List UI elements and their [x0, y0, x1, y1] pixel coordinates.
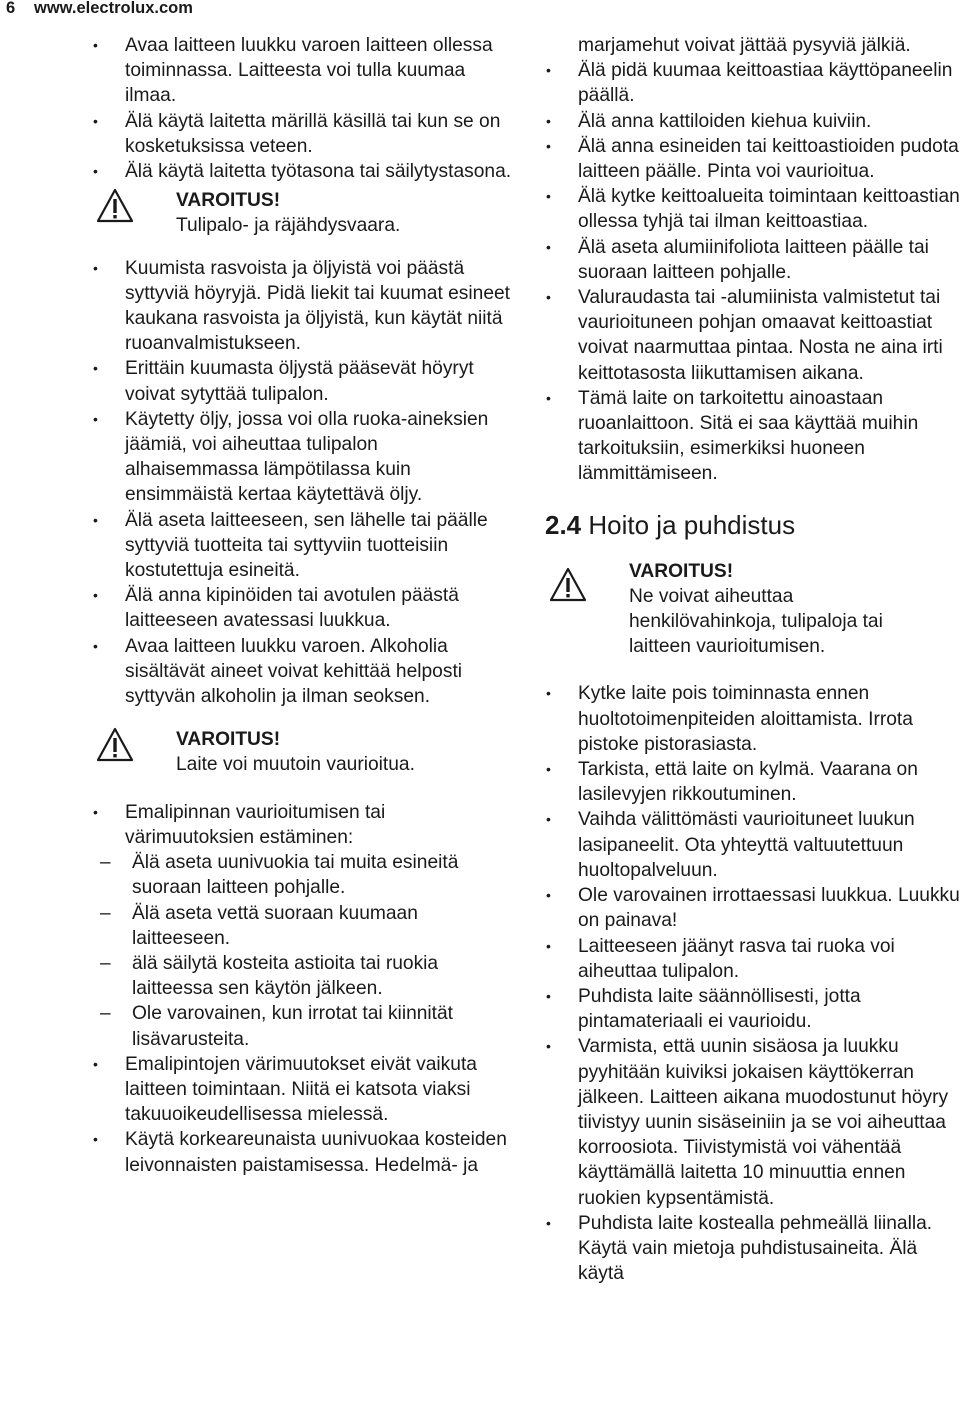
list-item: • Älä aseta laitteeseen, sen lähelle tai päälle syttyviä tuotteita tai syttyviin tuotteisiin kostutettuja esineitä. — [92, 508, 512, 584]
left-list-2 — [92, 256, 512, 710]
warning-triangle-icon — [549, 567, 587, 603]
sub-list-item: – Älä aseta uunivuokia tai muita esineitä suoraan laitteen pohjalle. — [92, 850, 512, 900]
left-list-4 — [92, 1052, 512, 1178]
list-item: • Älä aseta alumiinifoliota laitteen päälle tai suoraan laitteen pohjalle. — [545, 235, 960, 285]
warning-title: VAROITUS! — [176, 729, 281, 751]
list-item: • Kytke laite pois toiminnasta ennen huoltotoimenpiteiden aloittamista. Irrota pistoke pistorasiasta. — [545, 681, 960, 757]
list-item: • Kuumista rasvoista ja öljyistä voi päästä syttyviä höyryjä. Pidä liekit tai kuumat esineet kaukana rasvoista ja öljyistä, kun käytät niitä ruoanvalmistukseen. — [92, 256, 512, 357]
list-item: • Vaihda välittömästi vaurioituneet luukun lasipaneelit. Ota yhteyttä valtuutettuun huoltopalveluun. — [545, 807, 960, 883]
section-heading — [545, 509, 960, 541]
list-item-intro: Emalipinnan vaurioitumisen tai värimuutoksien estäminen: — [125, 801, 386, 848]
left-list-1 — [92, 33, 512, 184]
right-list-1 — [545, 58, 960, 486]
list-item: • Erittäin kuumasta öljystä pääsevät höyryt voivat sytyttää tulipalon. — [92, 356, 512, 406]
warning-text: Ne voivat aiheuttaa henkilövahinkoja, tulipaloja tai laitteen vaurioitumisen. — [629, 585, 883, 658]
enamel-sublist — [92, 850, 512, 1052]
warning-triangle-icon — [96, 727, 134, 763]
warning-title: VAROITUS! — [176, 190, 281, 212]
list-item: • Valuraudasta tai -alumiinista valmistetut tai vaurioituneen pohjan omaavat keittoastiat voivat naarmuttaa pintaa. Nosta ne aina irti keittotasosta liikuttamisen aikana. — [545, 285, 960, 386]
list-item: • Älä anna esineiden tai keittoastioiden pudota laitteen päälle. Pinta voi vaurioitua. — [545, 134, 960, 184]
warning-triangle-icon — [96, 188, 134, 224]
list-item: • Älä pidä kuumaa keittoastiaa käyttöpaneelin päällä. — [545, 58, 960, 108]
warning-text: Laite voi muutoin vaurioitua. — [176, 754, 415, 776]
section-title: Hoito ja puhdistus — [588, 509, 796, 540]
list-item: • Emalipintojen värimuutokset eivät vaikuta laitteen toimintaan. Niitä ei katsota viaksi takuuoikeudellisessa mielessä. — [92, 1052, 512, 1128]
list-item: • Tarkista, että laite on kylmä. Vaarana on lasilevyjen rikkoutuminen. — [545, 757, 960, 807]
list-item: • Älä käytä laitetta märillä käsillä tai kun se on kosketuksissa veteen. — [92, 109, 512, 159]
list-item: • Avaa laitteen luukku varoen. Alkoholia sisältävät aineet voivat kehittää helposti syttyvän alkoholin ja ilman seoksen. — [92, 634, 512, 710]
warning-block-damage — [92, 727, 512, 777]
list-item — [92, 800, 512, 850]
warning-text: Tulipalo- ja räjähdysvaara. — [176, 215, 401, 237]
list-item: • Älä käytä laitetta työtasona tai säilytystasona. — [92, 159, 512, 184]
list-item: • Tämä laite on tarkoitettu ainoastaan ruoanlaittoon. Sitä ei saa käyttää muihin tarkoituksiin, esimerkiksi huoneen lämmittämiseen. — [545, 386, 960, 487]
list-item: • Ole varovainen irrottaessasi luukkua. Luukku on painava! — [545, 883, 960, 933]
right-column — [545, 33, 960, 1286]
list-item: • Laitteeseen jäänyt rasva tai ruoka voi aiheuttaa tulipalon. — [545, 934, 960, 984]
sub-list-item: – älä säilytä kosteita astioita tai ruokia laitteessa sen käytön jälkeen. — [92, 951, 512, 1001]
list-item: • Käytetty öljy, jossa voi olla ruoka-aineksien jäämiä, voi aiheuttaa tulipalon alhaisemmassa lämpötilassa kuin ensimmäistä kertaa käytettävä öljy. — [92, 407, 512, 508]
list-item: • Puhdista laite kostealla pehmeällä liinalla. Käytä vain mietoja puhdistusaineita. Älä käytä — [545, 1211, 960, 1287]
list-item: • Puhdista laite säännöllisesti, jotta pintamateriaali ei vaurioidu. — [545, 984, 960, 1034]
page-number: 6 — [6, 0, 16, 17]
list-item: • Älä anna kattiloiden kiehua kuiviin. — [545, 109, 960, 134]
warning-block-care — [545, 559, 960, 660]
list-item: • Käytä korkeareunaista uunivuokaa kosteiden leivonnaisten paistamisessa. Hedelmä- ja — [92, 1127, 512, 1177]
list-item: • Älä anna kipinöiden tai avotulen päästä laitteeseen avatessasi luukkua. — [92, 583, 512, 633]
left-column — [92, 33, 512, 1178]
sub-list-item: – Älä aseta vettä suoraan kuumaan laitteeseen. — [92, 901, 512, 951]
list-item: • Avaa laitteen luukku varoen laitteen ollessa toiminnassa. Laitteesta voi tulla kuumaa ilmaa. — [92, 33, 512, 109]
sub-list-item: – Ole varovainen, kun irrotat tai kiinnität lisävarusteita. — [92, 1001, 512, 1051]
section-number: 2.4 — [545, 509, 582, 540]
right-list-2 — [545, 681, 960, 1286]
continued-text: marjamehut voivat jättää pysyviä jälkiä. — [578, 35, 911, 56]
list-item: • Älä kytke keittoalueita toimintaan keittoastian ollessa tyhjä tai ilman keittoastiaa. — [545, 184, 960, 234]
page-header — [6, 0, 193, 18]
list-item: • Varmista, että uunin sisäosa ja luukku pyyhitään kuiviksi jokaisen käyttökerran jälkeen. Laitteen aikana muodostunut höyry tiivistyy uunin sisäseiniin ja se voi aiheuttaa korroosiota. Tiivistymistä voi vähentää käyttämällä laitetta 10 minuuttia ennen ruokien kypsentämistä. — [545, 1034, 960, 1210]
site-url: www.electrolux.com — [34, 0, 193, 17]
warning-block-fire — [92, 188, 512, 238]
warning-title: VAROITUS! — [629, 560, 734, 582]
left-list-3 — [92, 800, 512, 850]
